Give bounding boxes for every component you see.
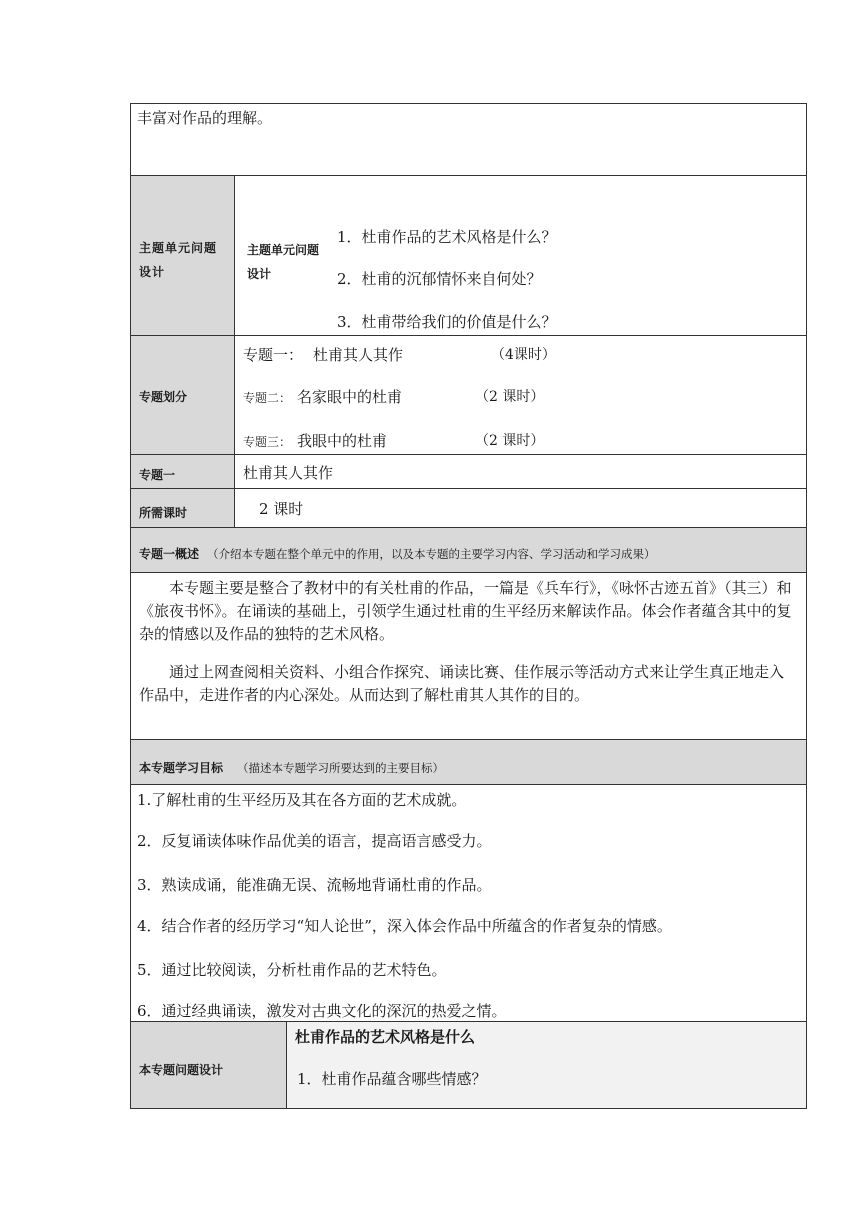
division-item-3-title: 我眼中的杜甫 xyxy=(297,432,388,450)
overview-label: 专题一概述 xyxy=(139,547,200,561)
topic-question-content-cell xyxy=(286,1021,807,1109)
goal-item-3: 3．熟读成诵，能准确无误、流畅地背诵杜甫的作品。 xyxy=(137,876,492,894)
topic-question-label: 本专题问题设计 xyxy=(139,1063,224,1077)
overview-header xyxy=(130,527,807,573)
continuation-cell xyxy=(130,103,807,176)
unit-question-3: 3．杜甫带给我们的价值是什么？ xyxy=(337,313,557,331)
unit-question-label: 主题单元问题设计 xyxy=(139,241,218,279)
unit-question-label-cell xyxy=(130,175,235,336)
topic-question-first: 1．杜甫作品蕴含哪些情感？ xyxy=(297,1070,487,1088)
topic1-label: 专题一 xyxy=(139,468,176,482)
hours-value: 2 课时 xyxy=(259,500,304,518)
unit-question-content-cell xyxy=(234,175,807,336)
unit-question-1: 1．杜甫作品的艺术风格是什么？ xyxy=(337,228,557,246)
topic1-value-cell xyxy=(234,454,807,489)
topic1-label-cell xyxy=(130,454,235,489)
goal-item-6: 6．通过经典诵读，激发对古典文化的深沉的热爱之情。 xyxy=(137,1002,507,1020)
goals-header xyxy=(130,739,807,785)
goals-note: （描述本专题学习所要达到的主要目标） xyxy=(237,761,445,775)
division-item-2-title: 名家眼中的杜甫 xyxy=(297,388,403,406)
goal-item-1: 1.了解杜甫的生平经历及其在各方面的艺术成就。 xyxy=(137,791,467,809)
division-item-3-hours: （2 课时） xyxy=(475,433,545,449)
goal-item-2: 2．反复诵读体味作品优美的语言，提高语言感受力。 xyxy=(137,832,492,850)
goals-body xyxy=(130,784,807,1022)
division-item-1-prefix: 专题一： xyxy=(243,346,304,364)
continuation-text: 丰富对作品的理解。 xyxy=(137,109,273,127)
goals-label: 本专题学习目标 xyxy=(139,761,224,775)
overview-body xyxy=(130,572,807,740)
division-item-3-prefix: 专题三： xyxy=(243,435,292,449)
topic1-value: 杜甫其人其作 xyxy=(243,464,334,482)
unit-question-2: 2．杜甫的沉郁情怀来自何处？ xyxy=(337,270,542,288)
goal-item-5: 5．通过比较阅读，分析杜甫作品的艺术特色。 xyxy=(137,961,447,979)
division-label: 专题划分 xyxy=(139,390,188,404)
hours-label: 所需课时 xyxy=(139,506,188,520)
overview-paragraph-2: 通过上网查阅相关资料、小组合作探究、诵读比赛、佳作展示等活动方式来让学生真正地走入作品中，走进作者的内心深处。从而达到了解杜甫其人其作的目的。 xyxy=(139,663,785,704)
overview-note: （介绍本专题在整个单元中的作用，以及本专题的主要学习内容、学习活动和学习成果） xyxy=(207,547,656,561)
goal-item-4: 4．结合作者的经历学习“知人论世”，深入体会作品中所蕴含的作者复杂的情感。 xyxy=(137,917,672,935)
topic-question-label-cell xyxy=(130,1021,287,1109)
division-content-cell xyxy=(234,335,807,455)
division-item-2-prefix: 专题二： xyxy=(243,391,292,405)
division-label-cell xyxy=(130,335,235,455)
division-item-1-title: 杜甫其人其作 xyxy=(313,346,404,364)
hours-label-cell xyxy=(130,488,235,528)
overview-paragraph-1: 本专题主要是整合了教材中的有关杜甫的作品，一篇是《兵车行》，《咏怀古迹五首》（其三）和《旅夜书怀》。在诵读的基础上，引领学生通过杜甫的生平经历来解读作品。体会作者蕴含其中的复杂的情感以及作品的独特的艺术风格。 xyxy=(139,579,792,643)
hours-value-cell xyxy=(234,488,807,528)
topic-question-heading: 杜甫作品的艺术风格是什么 xyxy=(295,1028,476,1046)
division-item-1-hours: （4课时） xyxy=(491,347,556,363)
unit-question-inner-label: 主题单元问题设计 xyxy=(247,243,320,281)
division-item-2-hours: （2 课时） xyxy=(475,389,545,405)
